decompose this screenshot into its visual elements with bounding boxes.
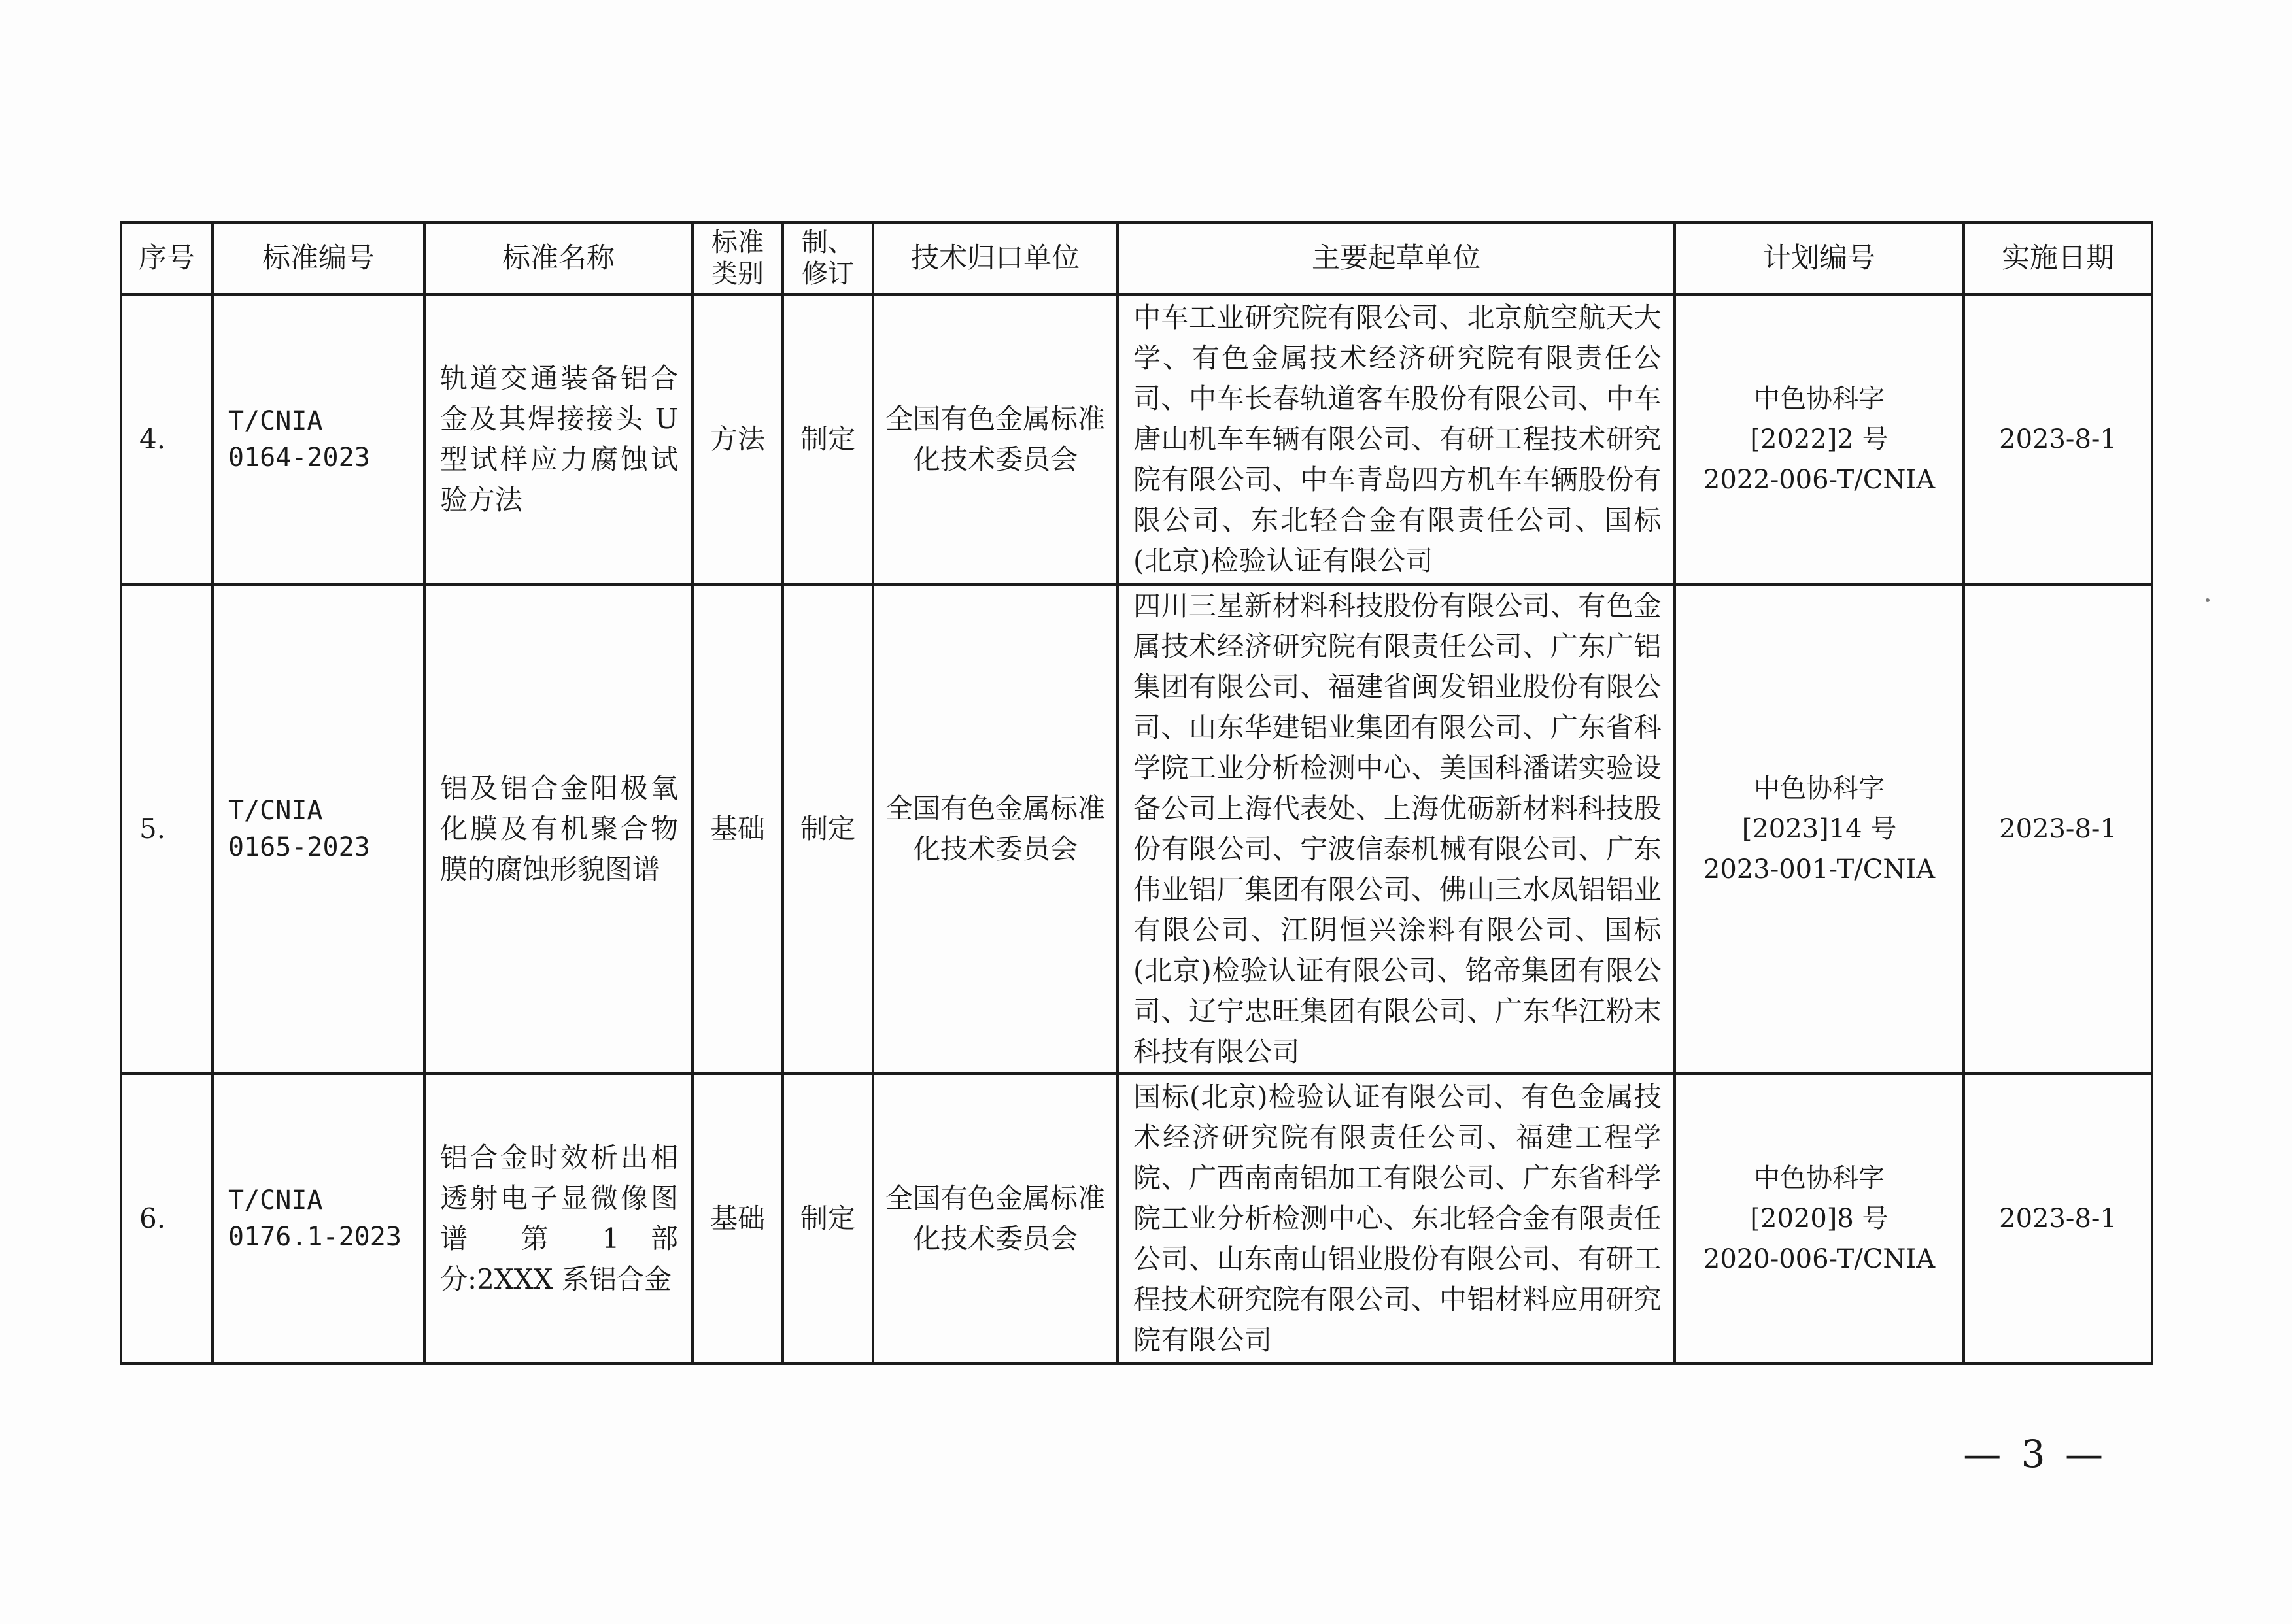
cell-code: T/CNIA 0164-2023 (213, 294, 424, 584)
standards-table (120, 221, 2153, 1365)
header-code: 标准编号 (213, 222, 424, 294)
cell-category: 方法 (693, 294, 783, 584)
table-row (121, 294, 2152, 584)
cell-date: 2023-8-1 (1964, 1074, 2152, 1364)
cell-plan: 中色协科字 [2020]8 号 2020-006-T/CNIA (1675, 1074, 1964, 1364)
cell-seq: 6. (121, 1074, 213, 1364)
table-header-row (121, 222, 2152, 294)
cell-category: 基础 (693, 584, 783, 1074)
cell-committee: 全国有色金属标准化技术委员会 (873, 584, 1118, 1074)
cell-drafters: 四川三星新材料科技股份有限公司、有色金属技术经济研究院有限责任公司、广东广铝集团有限公司、福建省闽发铝业股份有限公司、山东华建铝业集团有限公司、广东省科学院工业分析检测中心、美国科潘诺实验设备公司上海代表处、上海优砺新材料科技股份有限公司、宁波信泰机械有限公司、广东伟业铝厂集团有限公司、佛山三水凤铝铝业有限公司、江阴恒兴涂料有限公司、国标(北京)检验认证有限公司、铭帝集团有限公司、辽宁忠旺集团有限公司、广东华江粉末科技有限公司 (1118, 584, 1675, 1074)
cell-committee: 全国有色金属标准化技术委员会 (873, 294, 1118, 584)
page-number: — 3 — (1963, 1432, 2107, 1476)
cell-revision: 制定 (783, 294, 873, 584)
header-plan: 计划编号 (1675, 222, 1964, 294)
header-committee: 技术归口单位 (873, 222, 1118, 294)
cell-plan: 中色协科字 [2023]14 号 2023-001-T/CNIA (1675, 584, 1964, 1074)
scan-speck (2206, 598, 2210, 602)
cell-name: 铝及铝合金阳极氧化膜及有机聚合物膜的腐蚀形貌图谱 (424, 584, 693, 1074)
cell-code: T/CNIA 0176.1-2023 (213, 1074, 424, 1364)
cell-revision: 制定 (783, 1074, 873, 1364)
cell-committee: 全国有色金属标准化技术委员会 (873, 1074, 1118, 1364)
header-date: 实施日期 (1964, 222, 2152, 294)
cell-seq: 5. (121, 584, 213, 1074)
cell-drafters: 中车工业研究院有限公司、北京航空航天大学、有色金属技术经济研究院有限责任公司、中车长春轨道客车股份有限公司、中车唐山机车车辆有限公司、有研工程技术研究院有限公司、中车青岛四方机车车辆股份有限公司、东北轻合金有限责任公司、国标(北京)检验认证有限公司 (1118, 294, 1675, 584)
cell-plan: 中色协科字 [2022]2 号 2022-006-T/CNIA (1675, 294, 1964, 584)
header-name: 标准名称 (424, 222, 693, 294)
cell-name: 铝合金时效析出相透射电子显微像图谱 第 1 部分:2XXX 系铝合金 (424, 1074, 693, 1364)
header-revision: 制、 修订 (783, 222, 873, 294)
header-seq: 序号 (121, 222, 213, 294)
cell-category: 基础 (693, 1074, 783, 1364)
cell-name: 轨道交通装备铝合金及其焊接接头 U 型试样应力腐蚀试验方法 (424, 294, 693, 584)
cell-code: T/CNIA 0165-2023 (213, 584, 424, 1074)
table-row (121, 1074, 2152, 1364)
cell-drafters: 国标(北京)检验认证有限公司、有色金属技术经济研究院有限责任公司、福建工程学院、广西南南铝加工有限公司、广东省科学院工业分析检测中心、东北轻合金有限责任公司、山东南山铝业股份有限公司、有研工程技术研究院有限公司、中铝材料应用研究院有限公司 (1118, 1074, 1675, 1364)
table-row (121, 584, 2152, 1074)
cell-seq: 4. (121, 294, 213, 584)
header-category: 标准 类别 (693, 222, 783, 294)
header-drafters: 主要起草单位 (1118, 222, 1675, 294)
cell-date: 2023-8-1 (1964, 584, 2152, 1074)
cell-date: 2023-8-1 (1964, 294, 2152, 584)
cell-revision: 制定 (783, 584, 873, 1074)
